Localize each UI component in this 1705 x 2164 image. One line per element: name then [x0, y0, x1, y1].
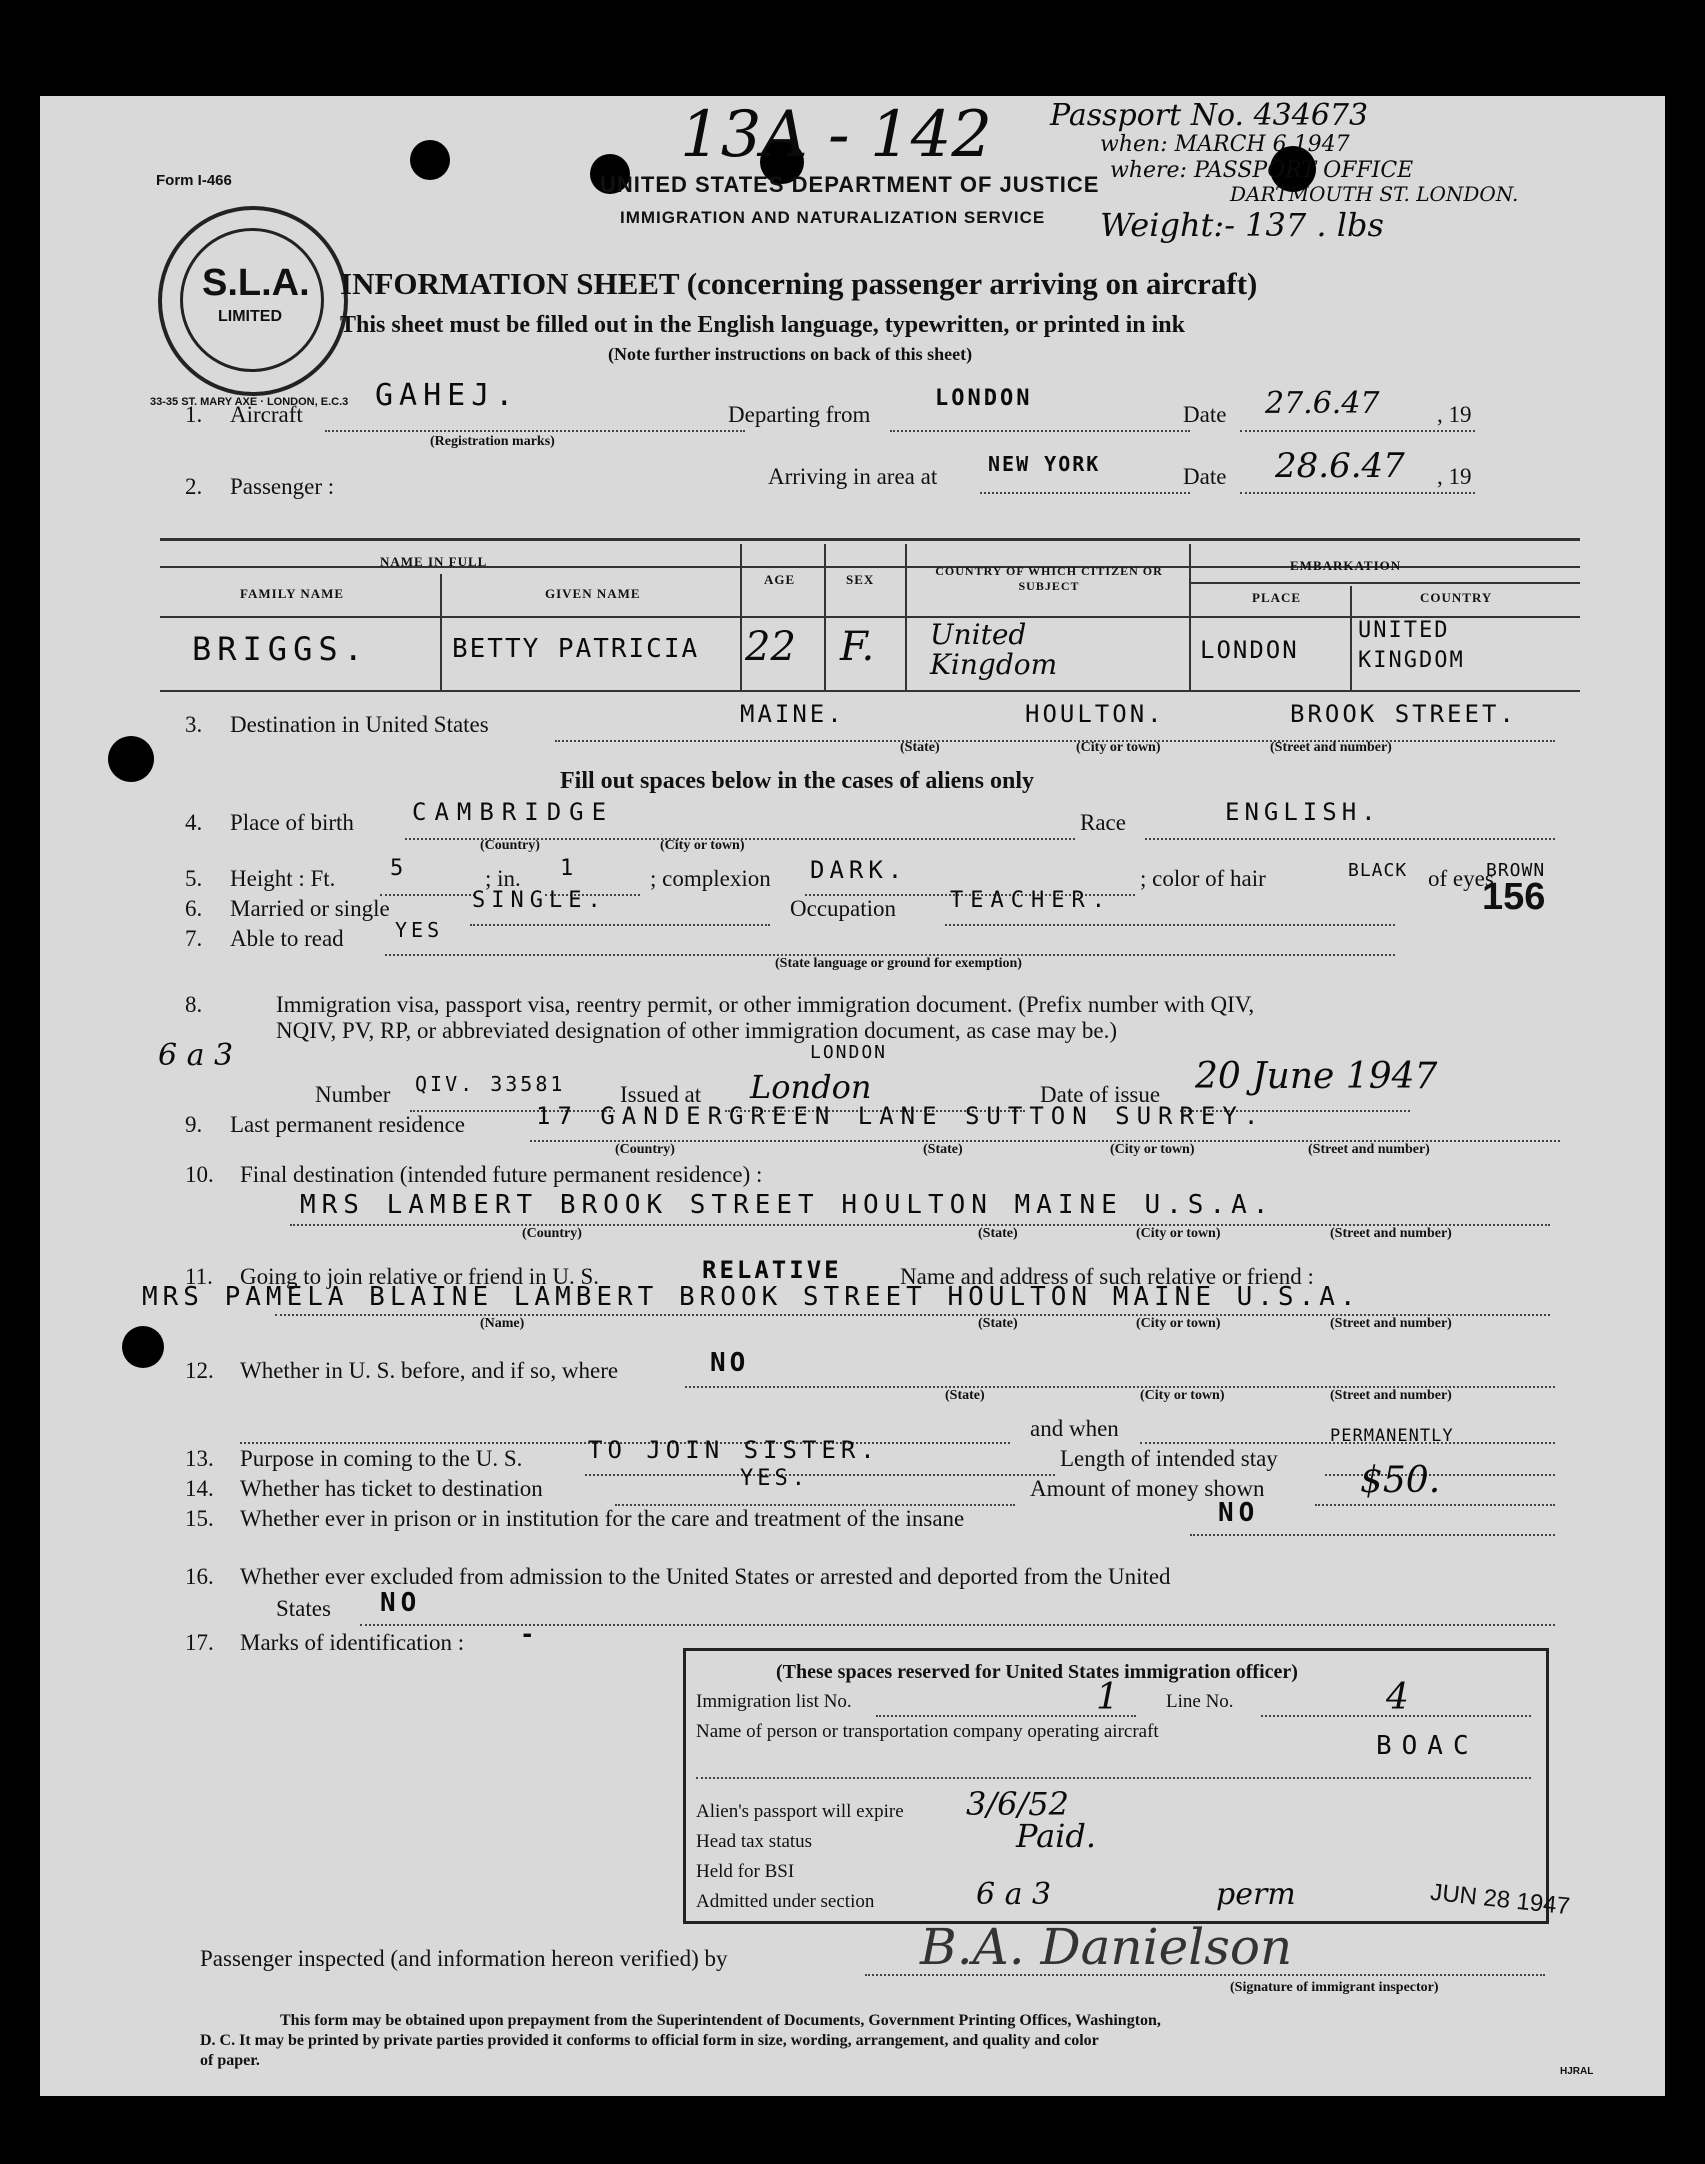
signature-caption: (Signature of immigrant inspector)	[1230, 1980, 1439, 1995]
eyes-label: of eyes	[1428, 866, 1494, 891]
when-label: and when	[1030, 1416, 1119, 1441]
item-number: 13.	[185, 1446, 214, 1471]
purpose-value[interactable]: TO JOIN SISTER.	[588, 1436, 880, 1464]
item-number: 14.	[185, 1476, 214, 1501]
destination-city[interactable]: HOULTON.	[1025, 700, 1165, 728]
excluded-value[interactable]: NO	[380, 1588, 422, 1618]
read-value[interactable]: YES	[395, 918, 444, 942]
purpose-label: Purpose in coming to the U. S.	[240, 1446, 523, 1471]
operator-line	[696, 1777, 1531, 1779]
caption-street: (Street and number)	[1330, 1388, 1452, 1403]
weight: Weight:- 137 . lbs	[1100, 206, 1384, 244]
name-in-full-header: NAME IN FULL	[380, 554, 488, 569]
visa-label-line1: Immigration visa, passport visa, reentry permit, or other immigration document. (Prefix number with QIV,	[276, 992, 1255, 1017]
arriving-label: Arriving in area at	[768, 464, 938, 489]
depart-date-line	[1240, 430, 1475, 432]
visa-issued-value[interactable]: London	[750, 1068, 872, 1106]
arrive-date-line	[1240, 492, 1475, 494]
form-note: (Note further instructions on back of this sheet)	[608, 344, 973, 364]
item-number: 17.	[185, 1630, 214, 1655]
height-ft-value[interactable]: 5	[390, 856, 410, 881]
hair-label: ; color of hair	[1140, 866, 1266, 891]
relative-value[interactable]: MRS PAMELA BLAINE LAMBERT BROOK STREET HOULTON MAINE U.S.A.	[142, 1282, 1361, 1312]
caption-state: (State)	[978, 1316, 1018, 1331]
caption-street: (Street and number)	[1270, 740, 1392, 755]
aliens-heading: Fill out spaces below in the cases of aliens only	[560, 768, 1035, 794]
passport-number: Passport No. 434673	[1050, 98, 1369, 133]
residence-label: Last permanent residence	[230, 1112, 465, 1137]
operator-value[interactable]: BOAC	[1376, 1731, 1479, 1761]
complexion-label: ; complexion	[650, 866, 771, 891]
stamped-number: 156	[1482, 876, 1546, 918]
race-value[interactable]: ENGLISH.	[1225, 798, 1381, 826]
footer-notice-1: This form may be obtained upon prepayment from the Superintendent of Documents, Government Printing Offices, Washington,	[280, 2012, 1161, 2029]
caption-street: (Street and number)	[1308, 1142, 1430, 1157]
destination-state[interactable]: MAINE.	[740, 700, 845, 728]
stamp-title: S.L.A.	[202, 262, 310, 304]
footer-notice-3: of paper.	[200, 2052, 260, 2069]
item-number: 3.	[185, 712, 203, 737]
inspector-signature: B.A. Danielson	[920, 1918, 1293, 1976]
height-label: Height : Ft.	[230, 866, 336, 891]
line-value[interactable]: 4	[1386, 1677, 1409, 1718]
visa-label-line2: NQIV, PV, RP, or abbreviated designation of other immigration document, as case may be.)	[276, 1018, 1118, 1043]
operator-label: Name of person or transportation company operating aircraft	[696, 1721, 1159, 1742]
aircraft-line	[325, 430, 745, 432]
ticket-label: Whether has ticket to destination	[240, 1476, 543, 1501]
embarkation-header: EMBARKATION	[1290, 558, 1402, 573]
ticket-value[interactable]: YES.	[740, 1466, 809, 1491]
sex-header: SEX	[846, 572, 875, 587]
sex-value[interactable]: F.	[840, 624, 875, 670]
occupation-line	[945, 924, 1395, 926]
caption-name: (Name)	[480, 1316, 525, 1331]
list-value[interactable]: 1	[1096, 1677, 1119, 1718]
line-label: Line No.	[1166, 1691, 1234, 1712]
year-suffix: , 19	[1437, 464, 1472, 489]
form-subtitle: This sheet must be filled out in the English language, typewritten, or printed in ink	[340, 312, 1185, 338]
punch-hole	[410, 140, 450, 180]
punch-hole	[108, 736, 154, 782]
visa-date-label: Date of issue	[1040, 1082, 1161, 1107]
money-value[interactable]: $50.	[1360, 1460, 1441, 1501]
join-value[interactable]: RELATIVE	[702, 1256, 842, 1284]
join-label2: Name and address of such relative or friend :	[900, 1264, 1314, 1289]
birthplace-value[interactable]: CAMBRIDGE	[412, 798, 615, 826]
money-line	[1315, 1504, 1555, 1506]
caption-state: (State)	[945, 1388, 985, 1403]
caption-city: (City or town)	[1136, 1316, 1221, 1331]
officer-box-title: (These spaces reserved for United States immigration officer)	[776, 1661, 1298, 1683]
previous-us-value[interactable]: NO	[710, 1348, 750, 1378]
form-title: INFORMATION SHEET (concerning passenger arriving on aircraft)	[340, 266, 1258, 301]
date-stamp: JUN 28 1947	[1429, 1878, 1572, 1921]
age-header: AGE	[764, 572, 796, 587]
year-suffix: , 19	[1437, 402, 1472, 427]
visa-date-value[interactable]: 20 June 1947	[1195, 1056, 1438, 1097]
final-destination-value[interactable]: MRS LAMBERT BROOK STREET HOULTON MAINE U.S.A.	[300, 1190, 1275, 1220]
family-name-value[interactable]: BRIGGS.	[192, 630, 369, 668]
residence-value[interactable]: 17 GANDERGREEN LANE SUTTON SURREY.	[536, 1102, 1266, 1130]
caption-country: (Country)	[522, 1226, 582, 1241]
caption-city: (City or town)	[660, 838, 745, 853]
footer-notice-2: D. C. It may be printed by private parties provided it conforms to official form in size, wording, arrangement, and quality and color	[200, 2032, 1099, 2049]
passport-office-street: DARTMOUTH ST. LONDON.	[1230, 182, 1519, 206]
caption-country: (Country)	[615, 1142, 675, 1157]
occupation-value[interactable]: TEACHER.	[950, 888, 1112, 913]
age-value[interactable]: 22	[745, 624, 796, 670]
marital-value[interactable]: SINGLE.	[472, 888, 607, 913]
admitted-extra[interactable]: perm	[1216, 1877, 1296, 1912]
previous-us-label: Whether in U. S. before, and if so, where	[240, 1358, 619, 1383]
visa-margin-note: 6 a 3	[158, 1038, 234, 1073]
height-in-label: ; in.	[485, 866, 521, 891]
visa-issued-label: Issued at	[620, 1082, 702, 1107]
caption-street: (Street and number)	[1330, 1316, 1452, 1331]
given-name-header: GIVEN NAME	[545, 586, 641, 601]
item-number: 10.	[185, 1162, 214, 1187]
arriving-line	[980, 492, 1190, 494]
stay-value[interactable]: PERMANENTLY	[1330, 1426, 1454, 1446]
citizen-value[interactable]: United Kingdom	[930, 618, 1058, 681]
occupation-label: Occupation	[790, 896, 897, 921]
race-line	[1145, 838, 1555, 840]
form-number: Form I-466	[156, 172, 232, 189]
join-label: Going to join relative or friend in U. S.	[240, 1264, 599, 1289]
visa-issued-print: LONDON	[810, 1042, 888, 1063]
marital-label: Married or single	[230, 896, 390, 921]
depart-date-value[interactable]: 27.6.47	[1265, 386, 1380, 421]
expire-label: Alien's passport will expire	[696, 1801, 904, 1822]
eyes-value[interactable]: BROWN	[1486, 860, 1546, 881]
race-label: Race	[1080, 810, 1126, 835]
tax-label: Head tax status	[696, 1831, 813, 1852]
stamp-ring: 33-35 ST. MARY AXE · LONDON, E.C.3	[150, 396, 349, 408]
item-number: 11.	[185, 1264, 213, 1289]
destination-street[interactable]: BROOK STREET.	[1290, 700, 1517, 728]
given-name-value[interactable]: BETTY PATRICIA	[452, 634, 700, 664]
visa-number-value[interactable]: QIV. 33581	[415, 1072, 566, 1096]
sla-stamp	[150, 206, 349, 408]
item-number: 15.	[185, 1506, 214, 1531]
purpose-line	[585, 1474, 1055, 1476]
item-number: 16.	[185, 1564, 214, 1589]
destination-line	[555, 740, 1555, 742]
embark-country-value[interactable]: UNITED KINGDOM	[1358, 618, 1465, 673]
read-caption: (State language or ground for exemption)	[775, 956, 1022, 971]
excluded-label2: States	[276, 1596, 331, 1621]
caption-country: (Country)	[480, 838, 540, 853]
passenger-label: Passenger :	[230, 474, 335, 499]
departing-label: Departing from	[728, 402, 871, 427]
embark-place-value[interactable]: LONDON	[1200, 636, 1299, 664]
aircraft-label: Aircraft	[230, 402, 303, 427]
stay-label: Length of intended stay	[1060, 1446, 1278, 1471]
item-number: 4.	[185, 810, 203, 835]
aircraft-value[interactable]: GAHEJ.	[375, 378, 520, 413]
caption-city: (City or town)	[1136, 1226, 1221, 1241]
item-number: 6.	[185, 896, 203, 921]
caption-city: (City or town)	[1076, 740, 1161, 755]
caption-street: (Street and number)	[1330, 1226, 1452, 1241]
caption-state: (State)	[978, 1226, 1018, 1241]
stamp-sub: LIMITED	[218, 308, 282, 325]
item-number: 1.	[185, 402, 203, 427]
prison-value[interactable]: NO	[1218, 1498, 1260, 1528]
excluded-label: Whether ever excluded from admission to the United States or arrested and deported from the United	[240, 1564, 1171, 1589]
place-header: PLACE	[1252, 590, 1302, 605]
admitted-value[interactable]: 6 a 3	[976, 1877, 1052, 1912]
prison-label: Whether ever in prison or in institution for the care and treatment of the insane	[240, 1506, 965, 1531]
departing-value[interactable]: LONDON	[935, 386, 1033, 411]
final-destination-label: Final destination (intended future permanent residence) :	[240, 1162, 763, 1187]
read-label: Able to read	[230, 926, 344, 951]
identification-value[interactable]: -	[520, 1620, 541, 1648]
item-number: 12.	[185, 1358, 214, 1383]
complexion-value[interactable]: DARK.	[810, 856, 908, 884]
money-label: Amount of money shown	[1030, 1476, 1265, 1501]
height-ft-line	[380, 894, 475, 896]
destination-label: Destination in United States	[230, 712, 489, 737]
list-label: Immigration list No.	[696, 1691, 852, 1712]
birthplace-label: Place of birth	[230, 810, 354, 835]
item-number: 9.	[185, 1112, 203, 1137]
file-number: 13A - 142	[680, 98, 993, 172]
caption-state: (State)	[923, 1142, 963, 1157]
height-in-value[interactable]: 1	[560, 856, 580, 881]
item-number: 2.	[185, 474, 203, 499]
arrive-date-value[interactable]: 28.6.47	[1275, 446, 1405, 486]
passport-issued-when: when: MARCH 6 1947	[1100, 132, 1350, 157]
passport-office: where: PASSPORT OFFICE	[1110, 158, 1414, 183]
footer-code: HJRAL	[1560, 2066, 1594, 2077]
tax-value[interactable]: Paid.	[1016, 1817, 1097, 1855]
visa-number-label: Number	[315, 1082, 391, 1107]
punch-hole	[122, 1326, 164, 1368]
aircraft-caption: (Registration marks)	[430, 434, 555, 449]
form-sheet	[40, 96, 1665, 2096]
caption-city: (City or town)	[1140, 1388, 1225, 1403]
family-name-header: FAMILY NAME	[240, 586, 345, 601]
arrive-date-label: Date	[1183, 464, 1227, 489]
marital-line	[470, 924, 770, 926]
caption-state: (State)	[900, 740, 940, 755]
inspected-label: Passenger inspected (and information hereon verified) by	[200, 1946, 728, 1971]
service-title: IMMIGRATION AND NATURALIZATION SERVICE	[620, 208, 1046, 227]
arriving-value[interactable]: NEW YORK	[988, 452, 1101, 476]
country-header: COUNTRY OF WHICH CITIZEN OR SUBJECT	[935, 564, 1163, 593]
departing-line	[890, 430, 1190, 432]
country2-header: COUNTRY	[1420, 590, 1493, 605]
item-number: 7.	[185, 926, 203, 951]
department-title: UNITED STATES DEPARTMENT OF JUSTICE	[600, 172, 1100, 197]
bsi-label: Held for BSI	[696, 1861, 795, 1882]
admitted-label: Admitted under section	[696, 1891, 875, 1912]
caption-city: (City or town)	[1110, 1142, 1195, 1157]
expire-value[interactable]: 3/6/52	[966, 1785, 1069, 1823]
item-number: 5.	[185, 866, 203, 891]
officer-box	[683, 1648, 1549, 1924]
prison-line	[1190, 1534, 1555, 1536]
item-number: 8.	[185, 992, 203, 1017]
hair-value[interactable]: BLACK	[1348, 860, 1408, 881]
depart-date-label: Date	[1183, 402, 1227, 427]
identification-label: Marks of identification :	[240, 1630, 465, 1655]
